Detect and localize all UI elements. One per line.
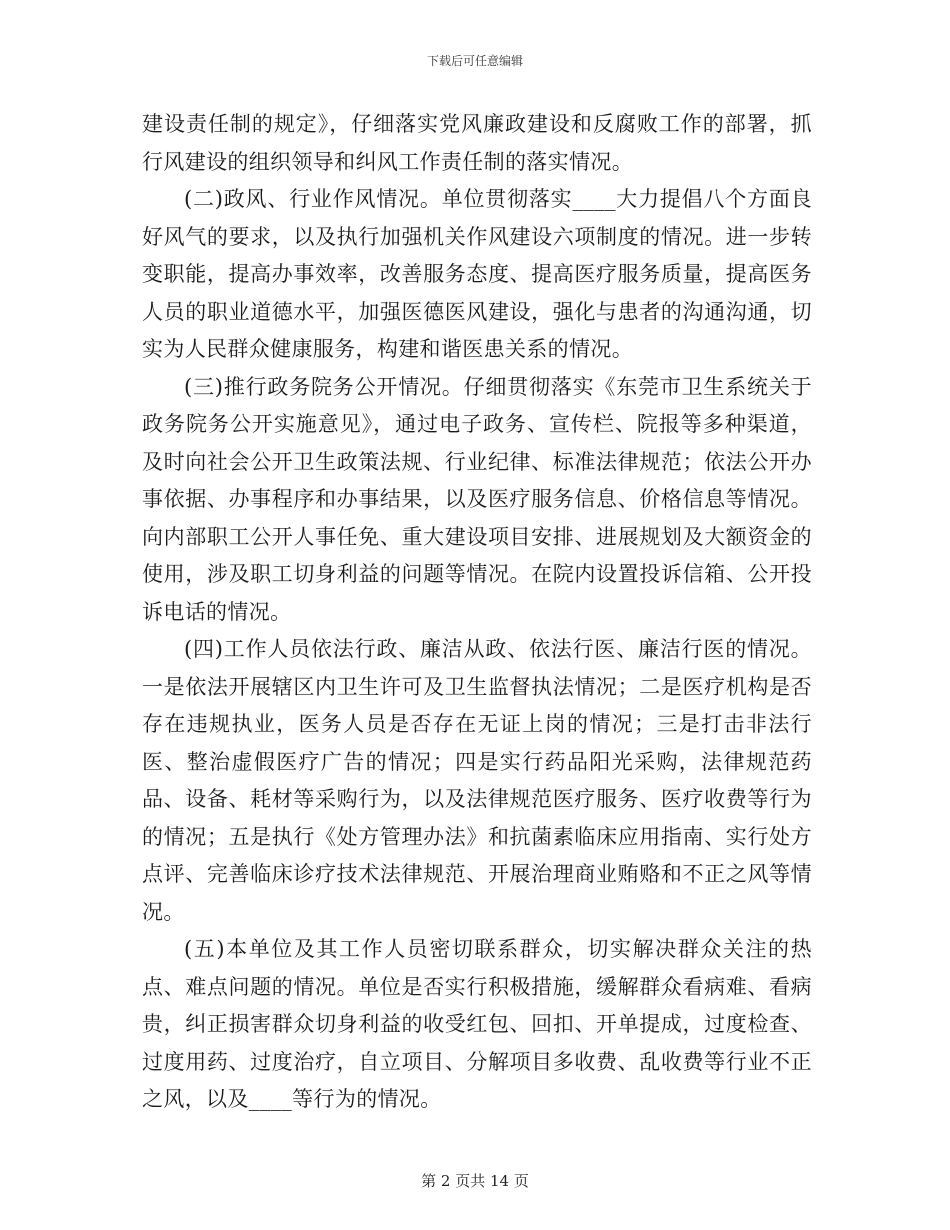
paragraph-continuation: 建设责任制的规定》，仔细落实党风廉政建设和反腐败工作的部署，抓行风建设的组织领导和纠风工作责任制的落实情况。: [142, 112, 812, 174]
paragraph-section-4: (四)工作人员依法行政、廉洁从政、依法行医、廉洁行医的情况。一是依法开展辖区内卫生许可及卫生监督执法情况；二是医疗机构是否存在违规执业，医务人员是否存在无证上岗的情况；三是打击非法行医、整治虚假医疗广告的情况；四是实行药品阳光采购，法律规范药品、设备、耗材等采购行为，以及法律规范医疗服务、医疗收费等行为的情况；五是执行《处方管理办法》和抗菌素临床应用指南、实行处方点评、完善临床诊疗技术法律规范、开展治理商业贿赂和不正之风等情况。: [142, 637, 812, 924]
paragraph-section-3: (三)推行政务院务公开情况。仔细贯彻落实《东莞市卫生系统关于政务院务公开实施意见》，通过电子政务、宣传栏、院报等多种渠道，及时向社会公开卫生政策法规、行业纪律、标准法律规范；依法公开办事依据、办事程序和办事结果，以及医疗服务信息、价格信息等情况。向内部职工公开人事任免、重大建设项目安排、进展规划及大额资金的使用，涉及职工切身利益的问题等情况。在院内设置投诉信箱、公开投诉电话的情况。: [142, 374, 812, 624]
paragraph-section-5: (五)本单位及其工作人员密切联系群众，切实解决群众关注的热点、难点问题的情况。单位是否实行积极措施，缓解群众看病难、看病贵，纠正损害群众切身利益的收受红包、回扣、开单提成，过度检查、过度用药、过度治疗，自立项目、分解项目多收费、乱收费等行业不正之风，以及____等行为的情况。: [142, 937, 812, 1111]
page-header-note: 下载后可任意编辑: [426, 54, 523, 68]
paragraph-section-2: (二)政风、行业作风情况。单位贯彻落实____大力提倡八个方面良好风气的要求，以及执行加强机关作风建设六项制度的情况。进一步转变职能，提高办事效率，改善服务态度、提高医疗服务质量，提高医务人员的职业道德水平，加强医德医风建设，强化与患者的沟通沟通，切实为人民群众健康服务，构建和谐医患关系的情况。: [142, 187, 812, 361]
page-number: 第 2 页共 14 页: [421, 1172, 529, 1190]
document-body: [142, 106, 812, 1119]
